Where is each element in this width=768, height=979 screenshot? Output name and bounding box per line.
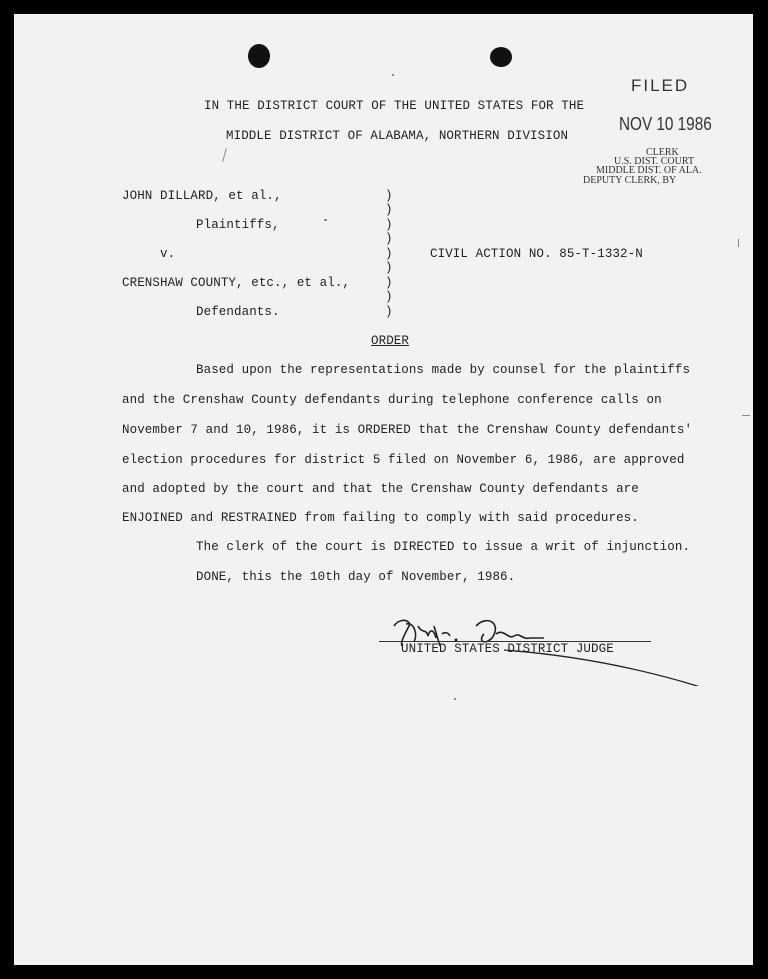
document-page [14, 14, 753, 965]
filed-stamp-label: FILED [631, 76, 690, 95]
order-done-date: DONE, this the 10th day of November, 1986. [196, 570, 516, 584]
court-heading-line1: IN THE DISTRICT COURT OF THE UNITED STATES FOR THE [204, 99, 585, 113]
caption-paren: ) [385, 247, 393, 261]
order-body-line: and adopted by the court and that the Crenshaw County defendants are [122, 482, 639, 496]
caption-paren: ) [385, 305, 393, 319]
stamp-dist-court: U.S. DIST. COURT [614, 156, 695, 167]
scan-mark [392, 74, 394, 76]
defendant-role: Defendants. [196, 305, 280, 319]
order-directed: The clerk of the court is DIRECTED to issue a writ of injunction. [196, 540, 691, 554]
filed-stamp-date: NOV 10 1986 [619, 114, 712, 134]
punch-hole-left [248, 44, 270, 68]
order-title: ORDER [371, 334, 410, 348]
stamp-middle-dist: MIDDLE DIST. OF ALA. [596, 165, 702, 176]
scan-mark [738, 239, 739, 247]
scan-mark [454, 698, 456, 700]
plaintiff-name: JOHN DILLARD, et al., [122, 189, 282, 203]
stamp-deputy: DEPUTY CLERK, BY [583, 175, 677, 186]
defendant-name: CRENSHAW COUNTY, etc., et al., [122, 276, 351, 290]
plaintiff-role: Plaintiffs, [196, 218, 280, 232]
order-body-line: ENJOINED and RESTRAINED from failing to comply with said procedures. [122, 511, 639, 525]
punch-hole-right [490, 47, 512, 67]
order-body-line: November 7 and 10, 1986, it is ORDERED that the Crenshaw County defendants' [122, 423, 693, 437]
caption-paren: ) [385, 290, 393, 304]
stamp-clerk: CLERK [646, 147, 679, 158]
caption-paren: ) [385, 218, 393, 232]
civil-action-number: CIVIL ACTION NO. 85-T-1332-N [430, 247, 643, 261]
order-body-line: Based upon the representations made by counsel for the plaintiffs [196, 363, 691, 377]
judge-title: UNITED STATES DISTRICT JUDGE [401, 642, 614, 656]
scan-mark [742, 415, 750, 416]
scan-mark [222, 148, 227, 162]
order-body-line: election procedures for district 5 filed on November 6, 1986, are approved [122, 453, 685, 467]
caption-paren: ) [385, 189, 393, 203]
caption-paren: ) [385, 261, 393, 275]
caption-paren: ) [385, 203, 393, 217]
court-heading-line2: MIDDLE DISTRICT OF ALABAMA, NORTHERN DIVISION [226, 129, 569, 143]
order-body-line: and the Crenshaw County defendants during telephone conference calls on [122, 393, 662, 407]
scan-mark [324, 219, 327, 221]
versus: v. [160, 247, 176, 261]
caption-paren: ) [385, 276, 393, 290]
caption-paren: ) [385, 232, 393, 246]
